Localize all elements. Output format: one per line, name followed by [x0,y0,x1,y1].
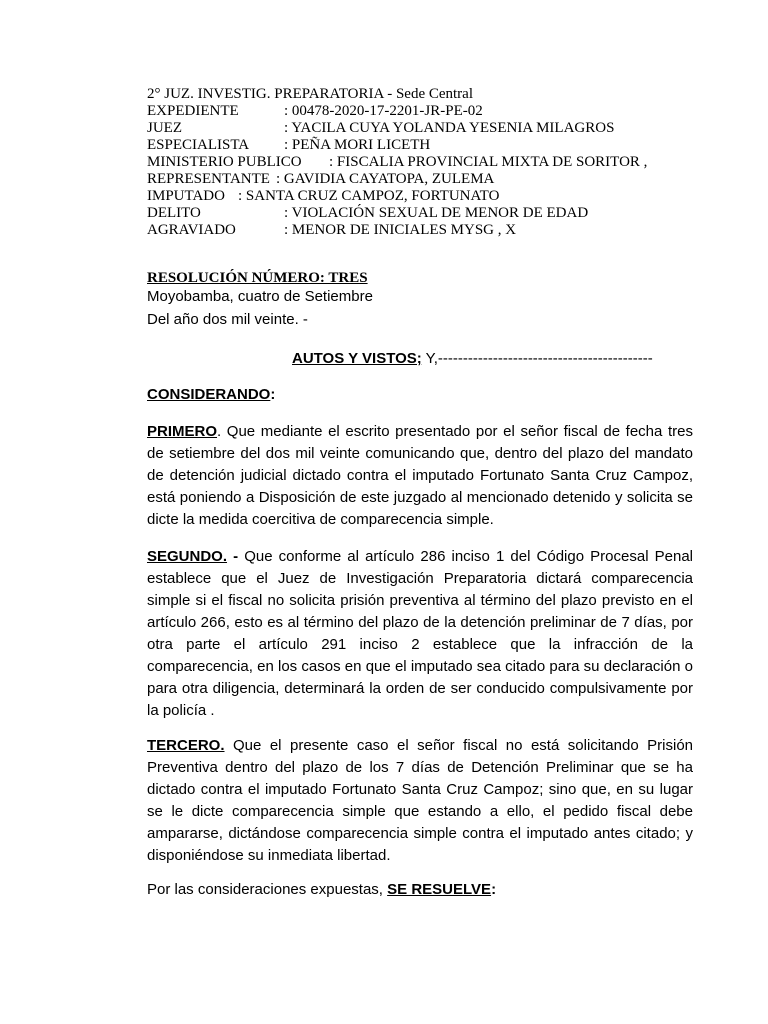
header-value: : YACILA CUYA YOLANDA YESENIA MILAGROS [284,120,615,136]
header-row-especialista [147,137,707,154]
paragraph-segundo [147,546,693,722]
header-value: : PEÑA MORI LICETH [284,137,431,153]
court-name [147,86,707,103]
header-row-agraviado [147,222,707,239]
header-value: : FISCALIA PROVINCIAL MIXTA DE SORITOR , [329,154,648,170]
considerando-heading [147,386,275,403]
paragraph-primero [147,421,693,531]
tercero-text: Que el presente caso el señor fiscal no está solicitando Prisión Preventiva dentro del plazo de los 7 días de Detención Preliminar que se ha dictado contra el imputado Fortunato Santa Cruz Campoz; sino que, en su lugar se le dicte comparecencia simple que estando a ello, el pedido fiscal debe ampararse, dictándose comparecencia simple contra el imputado antes citado; y disponiéndose su inmediata libertad. [147,737,693,864]
header-label: DELITO [147,205,201,221]
header-row-representante [147,171,707,188]
place-date-line-1: Moyobamba, cuatro de Setiembre [147,288,373,305]
closing-line [147,881,496,898]
closing-colon: : [491,881,497,898]
autos-tail: Y,------------------------------------------- [421,350,653,367]
segundo-label: SEGUNDO. [147,548,228,565]
primero-label: PRIMERO [147,423,218,440]
header-value: : SANTA CRUZ CAMPOZ, FORTUNATO [238,188,500,204]
tercero-label: TERCERO. [147,737,225,754]
header-label: JUEZ [147,120,182,136]
segundo-text: Que conforme al artículo 286 inciso 1 del Código Procesal Penal establece que el Juez de Investigación Preparatoria dictará comparecencia simple si el fiscal no solicita prisión preventiva al término del plazo previsto en el artículo 266, esto es al término del plazo de la detención preliminar de 7 días, por otra parte el artículo 291 inciso 2 establece que la infracción de la comparecencia, en los casos en que el imputado sea citado para su declaración o para otra diligencia, determinará la orden de ser conducido compulsivamente por la policía . [147,548,693,719]
header-row-expediente [147,103,707,120]
header-label: IMPUTADO [147,188,225,204]
header-row-imputado [147,188,707,205]
segundo-dash: - [227,548,239,565]
header-value: : GAVIDIA CAYATOPA, ZULEMA [276,171,495,187]
resolution-title: RESOLUCIÓN NÚMERO: TRES [147,270,368,286]
case-header [147,86,707,239]
header-row-juez [147,120,707,137]
header-row-delito [147,205,707,222]
header-value: : 00478-2020-17-2201-JR-PE-02 [284,103,483,119]
header-label: EXPEDIENTE [147,103,239,119]
header-label: MINISTERIO PUBLICO [147,154,302,170]
se-resuelve: SE RESUELVE [387,881,492,898]
closing-text: Por las consideraciones expuestas, [147,881,388,898]
court-name-text: 2° JUZ. INVESTIG. PREPARATORIA - Sede Central [147,86,474,102]
autos-y-vistos [292,350,653,367]
autos-heading: AUTOS Y VISTOS; [292,350,422,367]
paragraph-tercero [147,735,693,867]
place-date-line-2: Del año dos mil veinte. - [147,311,308,328]
header-value: : VIOLACIÓN SEXUAL DE MENOR DE EDAD [284,205,589,221]
header-label: REPRESENTANTE [147,171,270,187]
considerando-colon: : [270,386,276,403]
considerando-label: CONSIDERANDO [147,386,271,403]
header-row-ministerio [147,154,707,171]
header-label: AGRAVIADO [147,222,236,238]
header-value: : MENOR DE INICIALES MYSG , X [284,222,517,238]
header-label: ESPECIALISTA [147,137,250,153]
primero-text: . Que mediante el escrito presentado por el señor fiscal de fecha tres de setiembre del dos mil veinte comunicando que, dentro del plazo del mandato de detención judicial dictado contra el imputado Fortunato Santa Cruz Campoz, está poniendo a Disposición de este juzgado al mencionado detenido y solicita se dicte la medida coercitiva de comparecencia simple. [147,423,693,528]
